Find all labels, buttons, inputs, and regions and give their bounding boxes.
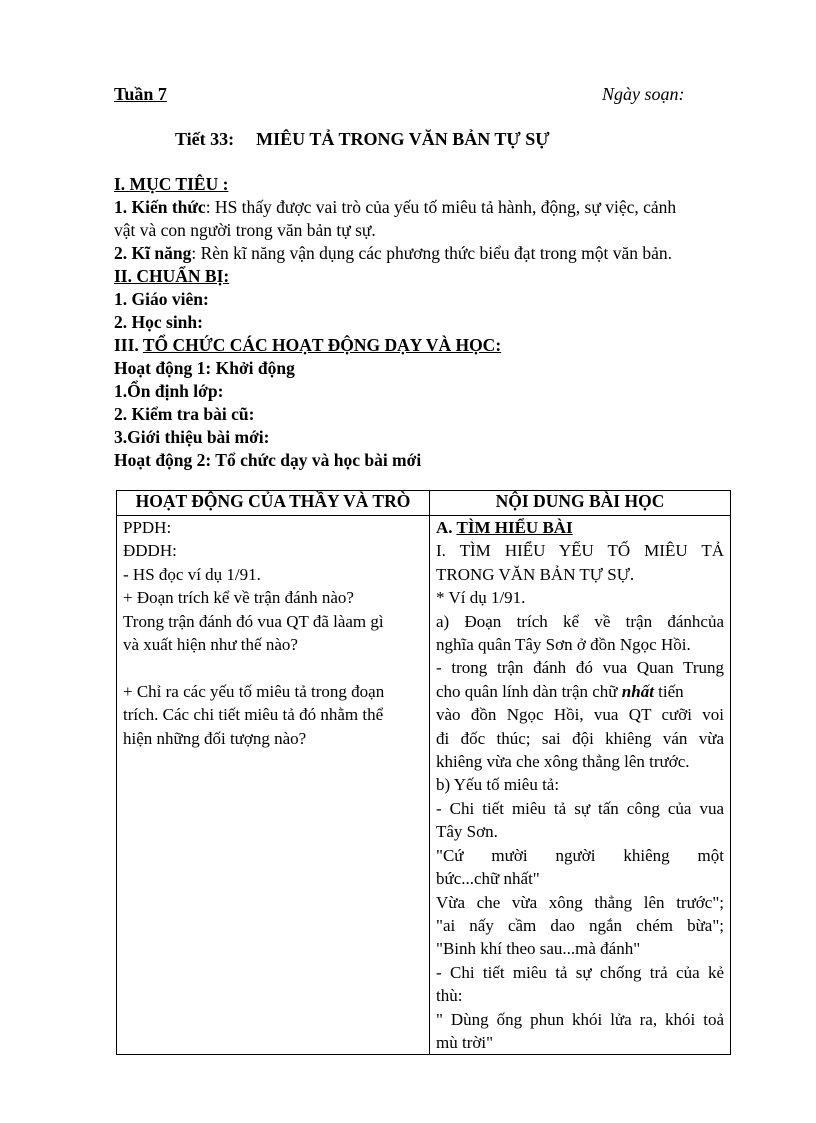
activity-1-text: : Khởi động (205, 358, 295, 378)
objectives-heading-text: I. MỤC TIÊU : (114, 174, 229, 194)
right-line: a) Đoạn trích kể về trận đánhcủa (436, 611, 724, 631)
table-header-content: NỘI DUNG BÀI HỌC (430, 491, 731, 516)
left-line: + Chỉ ra các yếu tố miêu tả trong đoạn (123, 681, 385, 701)
right-line: b) Yếu tố miêu tả: (436, 775, 560, 795)
left-line: và xuất hiện như thế nào? (123, 635, 298, 655)
activity-2-line (114, 449, 734, 472)
right-line: nghĩa quân Tây Sơn ở đồn Ngọc Hồi. (436, 635, 691, 655)
knowledge-label: 1. Kiến thức (114, 197, 206, 217)
content-cell (430, 516, 731, 1055)
section-a-heading (436, 516, 724, 539)
right-line: "Cứ mười người khiêng một (436, 845, 724, 865)
activity-1-line (114, 357, 734, 380)
left-line: ĐDDH: (123, 541, 177, 561)
lesson-table (116, 490, 731, 1055)
left-line (123, 656, 423, 679)
right-line: TRONG VĂN BẢN TỰ SỰ. (436, 564, 635, 584)
activity-2-text: : Tổ chức dạy và học bài mới (205, 450, 422, 470)
right-line: "ai nấy cầm dao ngắn chém bừa"; (436, 915, 724, 935)
right-line-emphasis (436, 680, 724, 703)
check-line: 2. Kiểm tra bài cũ: (114, 404, 255, 424)
right-line: - trong trận đánh đó vua Quan Trung (436, 658, 724, 678)
right-line: "Binh khí theo sau...mà đánh" (436, 939, 641, 959)
knowledge-line-2 (114, 219, 734, 242)
knowledge-line (114, 196, 734, 219)
emphasis-word: nhất (621, 681, 654, 701)
right-line: " Dùng ống phun khói lửa ra, khói toả (436, 1009, 724, 1029)
week-label: Tuần 7 (114, 84, 167, 104)
activity-2-label: Hoạt động 2 (114, 450, 206, 470)
left-line: hiện những đối tượng nào? (123, 728, 307, 748)
date-label: Ngày soạn: (602, 84, 685, 104)
right-line: bức...chữ nhất" (436, 869, 540, 889)
student-line: 2. Học sinh: (114, 312, 203, 332)
intro-line: 3.Giới thiệu bài mới: (114, 427, 270, 447)
table-header-row (117, 491, 731, 516)
left-line: trích. Các chi tiết miêu tả đó nhằm thể (123, 705, 384, 725)
activities-heading (114, 334, 734, 357)
skill-line (114, 242, 734, 265)
teacher-line: 1. Giáo viên: (114, 289, 209, 309)
objectives-heading (114, 173, 734, 196)
right-line: - Chi tiết miêu tả sự tấn công của vua (436, 798, 724, 818)
lesson-name: MIÊU TẢ TRONG VĂN BẢN TỰ SỰ (256, 129, 550, 149)
table-row (117, 516, 731, 1055)
right-line: khiêng vừa che xông thẳng lên trước. (436, 752, 690, 772)
skill-label: 2. Kĩ năng (114, 243, 192, 263)
right-line: Vừa che vừa xông thẳng lên trước"; (436, 892, 724, 912)
emphasis-suffix: tiến (653, 681, 684, 701)
preparation-heading-text: II. CHUẨN BỊ: (114, 266, 230, 286)
activities-heading-text: TỔ CHỨC CÁC HOẠT ĐỘNG DẠY VÀ HỌC: (142, 335, 502, 355)
left-line: - HS đọc ví dụ 1/91. (123, 564, 261, 584)
objectives-section (114, 173, 734, 472)
right-line: Tây Sơn. (436, 822, 498, 842)
left-line: Trong trận đánh đó vua QT đã làam gì (123, 611, 384, 631)
right-line: * Ví dụ 1/91. (436, 588, 526, 608)
knowledge-text: : HS thấy được vai trò của yếu tố miêu tả hành, động, sự việc, cảnh (205, 197, 677, 217)
right-line: thù: (436, 986, 463, 1006)
stabilize-line: 1.Ổn định lớp: (114, 381, 224, 401)
right-line: I. TÌM HIỂU YẾU TỐ MIÊU TẢ (436, 541, 724, 561)
table-header-activities: HOẠT ĐỘNG CỦA THẦY VÀ TRÒ (117, 491, 430, 516)
section-a-title: TÌM HIỂU BÀI (456, 518, 573, 537)
right-line: mù trời" (436, 1032, 494, 1052)
knowledge-text-2: vật và con người trong văn bản tự sự. (114, 220, 376, 240)
skill-text: : Rèn kĩ năng vận dụng các phương thức biểu đạt trong một văn bản. (191, 243, 673, 263)
activities-cell (117, 516, 430, 1055)
activity-1-label: Hoạt động 1 (114, 358, 206, 378)
activities-heading-prefix: III. (114, 335, 143, 355)
lesson-number: Tiết 33: (175, 129, 235, 149)
emphasis-prefix: cho quân lính dàn trận chữ (436, 681, 622, 701)
right-line: đi đốc thúc; sai đội khiêng ván vừa (436, 728, 724, 748)
right-line: - Chi tiết miêu tả sự chống trả của kẻ (436, 962, 724, 982)
right-line: vào đồn Ngọc Hồi, vua QT cưỡi voi (436, 705, 724, 725)
lesson-title (175, 129, 550, 150)
preparation-heading (114, 265, 734, 288)
left-line: PPDH: (123, 518, 172, 537)
section-a-prefix: A. (436, 518, 457, 537)
left-line: + Đoạn trích kể về trận đánh nào? (123, 588, 354, 608)
